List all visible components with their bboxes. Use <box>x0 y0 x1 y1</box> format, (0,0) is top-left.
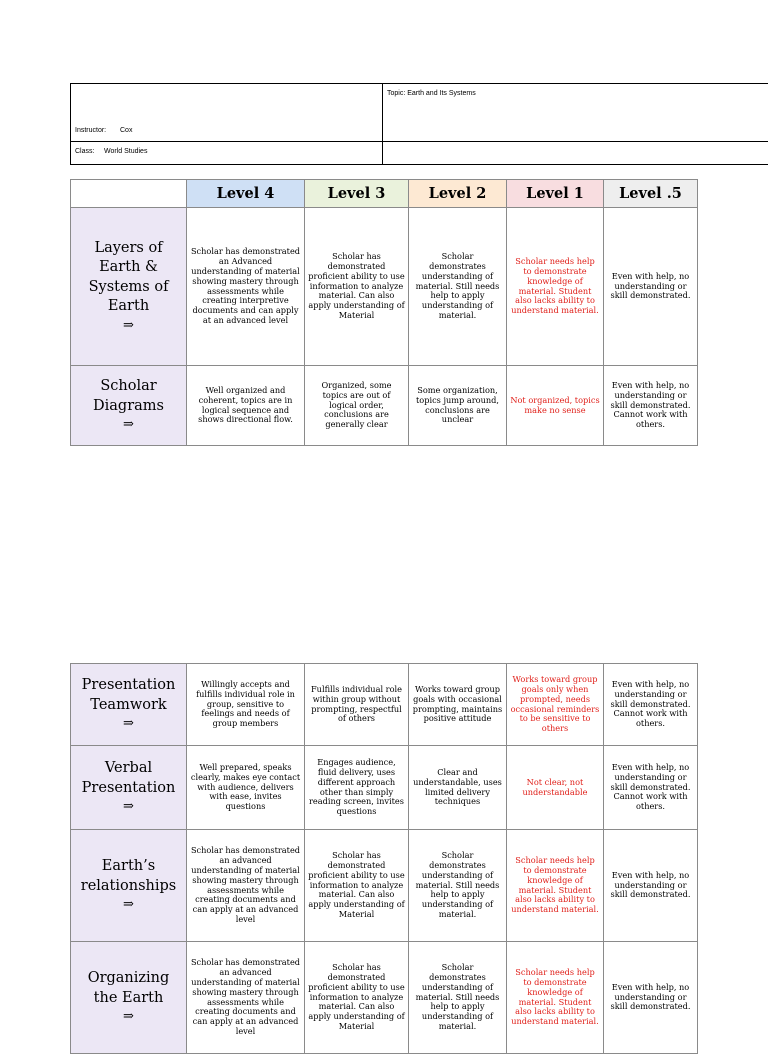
level-4-cell: Well organized and coherent, topics are in logical sequence and shows directional flow. <box>187 366 305 446</box>
level-3-cell: Scholar has demonstrated proficient ability to use information to analyze material. Can also apply understanding of Material <box>305 942 409 1054</box>
level-3-cell: Engages audience, fluid delivery, uses different approach other than simply reading screen, invites questions <box>305 746 409 830</box>
level-4-cell: Well prepared, speaks clearly, makes eye contact with audience, delivers with ease, invites questions <box>187 746 305 830</box>
level-half-cell: Even with help, no understanding or skill demonstrated. <box>604 208 698 366</box>
table-row <box>71 942 698 1054</box>
criterion-name: Layers of Earth & Systems of Earth <box>88 239 169 315</box>
level-half-cell: Even with help, no understanding or skill demonstrated. Cannot work with others. <box>604 366 698 446</box>
topic-text: Topic: Earth and Its Systems <box>387 90 476 97</box>
info-divider-horizontal <box>71 141 768 142</box>
level-4-cell: Scholar has demonstrated an advanced understanding of material showing mastery through assessments while creating documents and can apply at an advanced level <box>187 830 305 942</box>
level-header-row <box>71 180 698 208</box>
right-arrow-icon: ⇒ <box>123 317 134 333</box>
criterion-name: Scholar Diagrams <box>93 378 164 414</box>
level-1-cell: Scholar needs help to demonstrate knowledge of material. Student also lacks ability to understand material. <box>507 830 604 942</box>
level-half-cell: Even with help, no understanding or skill demonstrated. Cannot work with others. <box>604 746 698 830</box>
level-2-cell: Scholar demonstrates understanding of material. Still needs help to apply understanding of material. <box>409 942 507 1054</box>
level-2-cell: Works toward group goals with occasional prompting, maintains positive attitude <box>409 664 507 746</box>
level-2-header: Level 2 <box>409 180 507 208</box>
table-row <box>71 664 698 746</box>
level-4-cell: Scholar has demonstrated an advanced understanding of material showing mastery through assessments while creating documents and can apply at an advanced level <box>187 942 305 1054</box>
criterion-name: Presentation Teamwork <box>81 677 176 713</box>
level-half-cell: Even with help, no understanding or skill demonstrated. <box>604 942 698 1054</box>
class-value: World Studies <box>104 148 148 155</box>
level-1-cell: Works toward group goals only when prompted, needs occasional reminders to be sensitive to others <box>507 664 604 746</box>
level-1-cell: Scholar needs help to demonstrate knowledge of material. Student also lacks ability to understand material. <box>507 942 604 1054</box>
criterion-cell <box>71 664 187 746</box>
table-row <box>71 208 698 366</box>
rubric-table-bottom <box>70 663 698 1054</box>
level-half-cell: Even with help, no understanding or skill demonstrated. Cannot work with others. <box>604 664 698 746</box>
right-arrow-icon: ⇒ <box>123 897 134 913</box>
level-4-cell: Willingly accepts and fulfills individual role in group, sensitive to feelings and needs of group members <box>187 664 305 746</box>
level-half-cell: Even with help, no understanding or skill demonstrated. <box>604 830 698 942</box>
level-2-cell: Scholar demonstrates understanding of material. Still needs help to apply understanding of material. <box>409 208 507 366</box>
class-label: Class: <box>75 148 95 155</box>
info-divider-vertical <box>382 84 383 164</box>
level-4-header: Level 4 <box>187 180 305 208</box>
criterion-cell <box>71 746 187 830</box>
level-1-cell: Not clear, not understandable <box>507 746 604 830</box>
level-2-cell: Scholar demonstrates understanding of material. Still needs help to apply understanding of material. <box>409 830 507 942</box>
level-3-cell: Scholar has demonstrated proficient ability to use information to analyze material. Can also apply understanding of Material <box>305 830 409 942</box>
table-row <box>71 366 698 446</box>
instructor-value: Cox <box>120 127 133 134</box>
right-arrow-icon: ⇒ <box>123 417 134 433</box>
criterion-cell <box>71 208 187 366</box>
course-info-table <box>70 83 768 165</box>
level-3-cell: Fulfills individual role within group without prompting, respectful of others <box>305 664 409 746</box>
criterion-cell <box>71 942 187 1054</box>
criterion-cell <box>71 830 187 942</box>
criterion-cell <box>71 366 187 446</box>
criterion-name: Earth’s relationships <box>80 858 177 894</box>
level-1-cell: Scholar needs help to demonstrate knowledge of material. Student also lacks ability to understand material. <box>507 208 604 366</box>
level-4-cell: Scholar has demonstrated an Advanced understanding of material showing mastery through assessments while creating interpretive documents and can apply at an advanced level <box>187 208 305 366</box>
right-arrow-icon: ⇒ <box>123 799 134 815</box>
criterion-name: Verbal Presentation <box>81 760 176 796</box>
level-2-cell: Some organization, topics jump around, conclusions are unclear <box>409 366 507 446</box>
level-3-cell: Organized, some topics are out of logical order, conclusions are generally clear <box>305 366 409 446</box>
right-arrow-icon: ⇒ <box>123 716 134 732</box>
right-arrow-icon: ⇒ <box>123 1009 134 1025</box>
level-3-header: Level 3 <box>305 180 409 208</box>
level-half-header: Level .5 <box>604 180 698 208</box>
criterion-name: Organizing the Earth <box>87 970 170 1006</box>
instructor-label: Instructor: <box>75 127 107 134</box>
level-2-cell: Clear and understandable, uses limited delivery techniques <box>409 746 507 830</box>
level-1-header: Level 1 <box>507 180 604 208</box>
table-row <box>71 830 698 942</box>
level-3-cell: Scholar has demonstrated proficient ability to use information to analyze material. Can also apply understanding of Material <box>305 208 409 366</box>
level-1-cell: Not organized, topics make no sense <box>507 366 604 446</box>
table-row <box>71 746 698 830</box>
header-blank-cell <box>71 180 187 208</box>
rubric-table-top <box>70 179 698 446</box>
